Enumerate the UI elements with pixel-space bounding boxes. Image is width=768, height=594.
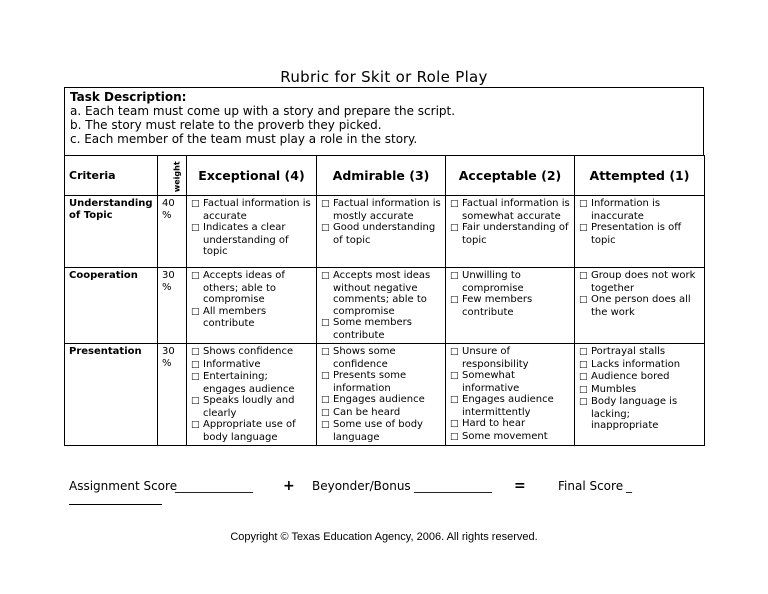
level-cell xyxy=(575,196,705,268)
descriptor-item: □ Shows confidence xyxy=(191,346,312,359)
descriptor-list xyxy=(191,270,312,330)
descriptor-item: □ All members contribute xyxy=(191,306,312,330)
level-cell xyxy=(575,344,705,446)
criterion-name: Cooperation xyxy=(65,268,158,344)
level-cell xyxy=(187,268,317,344)
descriptor-list xyxy=(321,198,441,246)
row-presentation xyxy=(65,344,705,446)
descriptor-item: □ Hard to hear xyxy=(450,418,570,431)
header-row xyxy=(65,156,705,196)
descriptor-list xyxy=(191,198,312,258)
descriptor-item: □ Factual information is accurate xyxy=(191,198,312,222)
level-cell xyxy=(446,344,575,446)
descriptor-item: □ Indicates a clear understanding of topic xyxy=(191,222,312,258)
level-header-admirable: Admirable (3) xyxy=(317,156,446,196)
level-cell xyxy=(187,344,317,446)
descriptor-list xyxy=(579,270,700,318)
descriptor-item: □ Unsure of responsibility xyxy=(450,346,570,370)
descriptor-item: □ Good understanding of topic xyxy=(321,222,441,246)
weight-label: weight xyxy=(172,161,182,192)
level-cell xyxy=(317,344,446,446)
level-cell xyxy=(317,268,446,344)
descriptor-item: □ Appropriate use of body language xyxy=(191,419,312,443)
task-heading: Task Description: xyxy=(70,90,187,104)
task-line: a. Each team must come up with a story and prepare the script. xyxy=(70,104,456,118)
descriptor-item: □ Few members contribute xyxy=(450,294,570,318)
task-line: c. Each member of the team must play a role in the story. xyxy=(70,132,418,146)
descriptor-item: □ Can be heard xyxy=(321,407,441,420)
level-header-exceptional: Exceptional (4) xyxy=(187,156,317,196)
descriptor-item: □ Somewhat informative xyxy=(450,370,570,394)
level-cell xyxy=(446,196,575,268)
descriptor-list xyxy=(450,270,570,318)
descriptor-item: □ Presentation is off topic xyxy=(579,222,700,246)
row-cooperation xyxy=(65,268,705,344)
criterion-weight: 40 % xyxy=(158,196,187,268)
final-score-label: Final Score xyxy=(558,479,624,493)
criterion-name: Understanding of Topic xyxy=(65,196,158,268)
final-score-blank[interactable]: _ xyxy=(626,479,632,493)
descriptor-item: □ Accepts most ideas without negative comments; able to compromise xyxy=(321,270,441,317)
criteria-header: Criteria xyxy=(65,156,158,196)
descriptor-item: □ Entertaining; engages audience xyxy=(191,371,312,395)
descriptor-list xyxy=(321,270,441,341)
descriptor-list xyxy=(579,346,700,432)
copyright: Copyright © Texas Education Agency, 2006. All rights reserved. xyxy=(230,531,538,543)
final-score-line[interactable] xyxy=(69,504,162,505)
descriptor-item: □ Speaks loudly and clearly xyxy=(191,395,312,419)
plus-sign: + xyxy=(283,478,295,494)
rubric-table xyxy=(64,155,705,446)
criterion-weight: 30 % xyxy=(158,268,187,344)
descriptor-list xyxy=(579,198,700,246)
descriptor-item: □ Informative xyxy=(191,359,312,372)
assignment-score-label: Assignment Score xyxy=(69,479,178,493)
descriptor-item: □ Engages audience xyxy=(321,394,441,407)
descriptor-item: □ Factual information is somewhat accurate xyxy=(450,198,570,222)
level-header-acceptable: Acceptable (2) xyxy=(446,156,575,196)
level-cell xyxy=(446,268,575,344)
descriptor-item: □ One person does all the work xyxy=(579,294,700,318)
criterion-name: Presentation xyxy=(65,344,158,446)
descriptor-list xyxy=(321,346,441,443)
page-title: Rubric for Skit or Role Play xyxy=(280,68,488,86)
descriptor-item: □ Lacks information xyxy=(579,359,700,372)
descriptor-item: □ Audience bored xyxy=(579,371,700,384)
descriptor-list xyxy=(450,346,570,443)
task-line: b. The story must relate to the proverb they picked. xyxy=(70,118,382,132)
level-cell xyxy=(187,196,317,268)
assignment-score-blank[interactable]: _____________ xyxy=(175,479,253,493)
bonus-label: Beyonder/Bonus xyxy=(312,479,411,493)
descriptor-list xyxy=(450,198,570,246)
descriptor-list xyxy=(191,346,312,443)
criterion-weight: 30 % xyxy=(158,344,187,446)
descriptor-item: □ Fair understanding of topic xyxy=(450,222,570,246)
task-description xyxy=(64,87,704,155)
level-cell xyxy=(317,196,446,268)
descriptor-item: □ Unwilling to compromise xyxy=(450,270,570,294)
descriptor-item: □ Factual information is mostly accurate xyxy=(321,198,441,222)
descriptor-item: □ Body language is lacking; inappropriate xyxy=(579,396,700,432)
descriptor-item: □ Some movement xyxy=(450,431,570,444)
descriptor-item: □ Group does not work together xyxy=(579,270,700,294)
bonus-blank[interactable]: _____________ xyxy=(414,479,492,493)
descriptor-item: □ Presents some information xyxy=(321,370,441,394)
equals-sign: = xyxy=(514,478,526,494)
descriptor-item: □ Engages audience intermittently xyxy=(450,394,570,418)
descriptor-item: □ Some use of body language xyxy=(321,419,441,443)
row-understanding xyxy=(65,196,705,268)
descriptor-item: □ Accepts ideas of others; able to compromise xyxy=(191,270,312,306)
level-header-attempted: Attempted (1) xyxy=(575,156,705,196)
descriptor-item: □ Information is inaccurate xyxy=(579,198,700,222)
descriptor-item: □ Mumbles xyxy=(579,384,700,397)
level-cell xyxy=(575,268,705,344)
descriptor-item: □ Some members contribute xyxy=(321,317,441,341)
weight-header xyxy=(158,156,187,196)
descriptor-item: □ Portrayal stalls xyxy=(579,346,700,359)
descriptor-item: □ Shows some confidence xyxy=(321,346,441,370)
